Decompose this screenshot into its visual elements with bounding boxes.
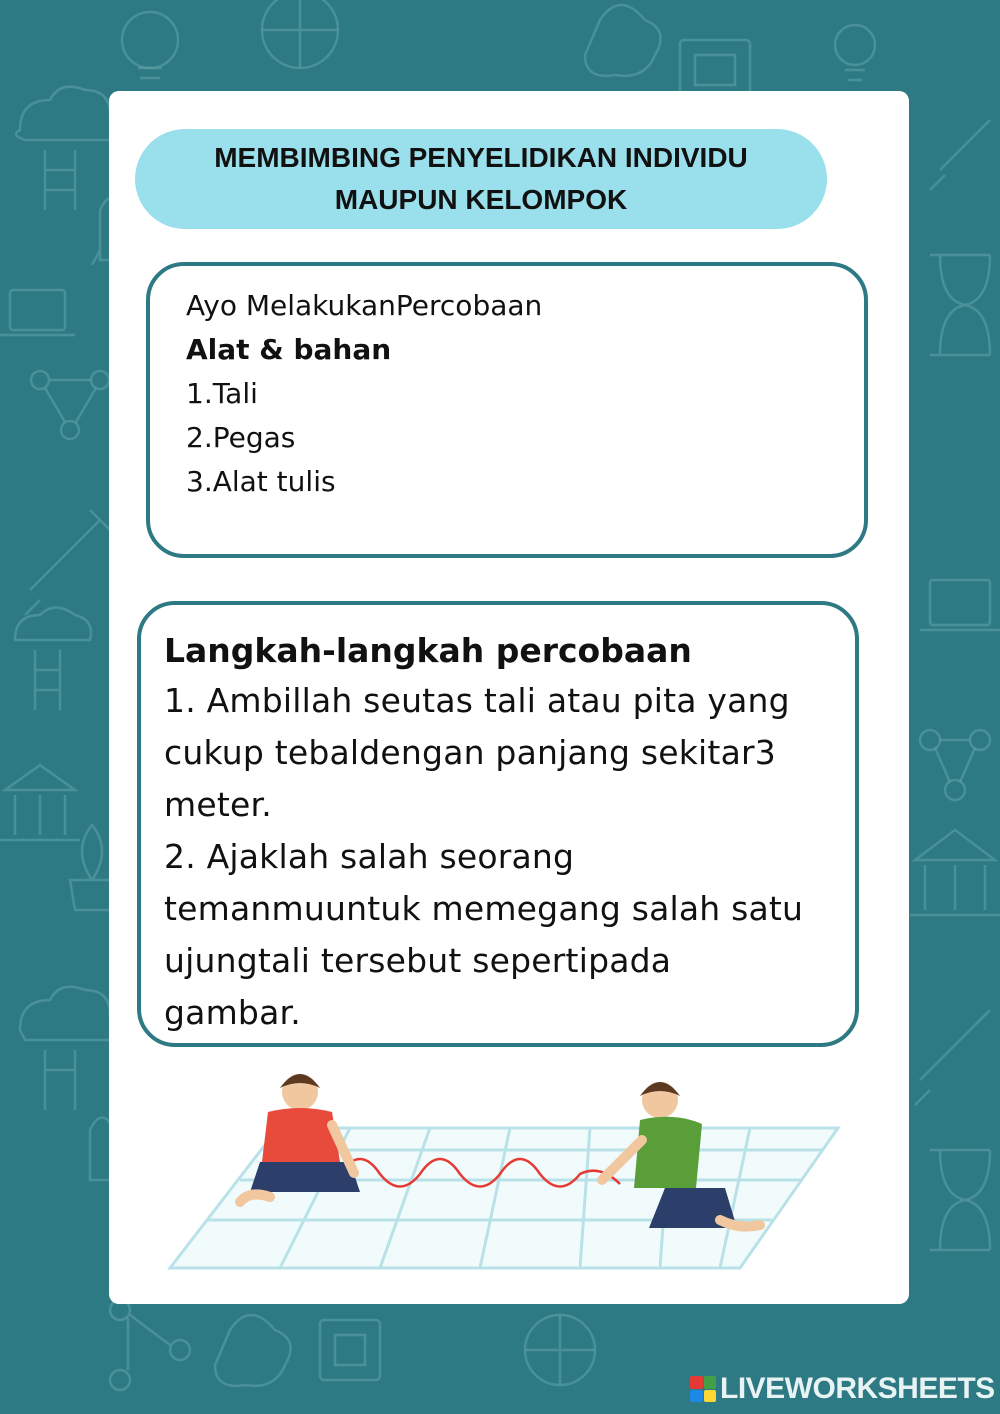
steps-heading: Langkah-langkah percobaan: [164, 631, 692, 670]
logo-tile: [704, 1390, 717, 1403]
pipette-icon: [930, 120, 990, 190]
logo-tile: [690, 1390, 703, 1403]
molecule-icon: [110, 1300, 190, 1390]
brain-icon: [585, 5, 661, 76]
pipette-icon: [25, 510, 110, 615]
materials-box: [146, 262, 868, 558]
logo-tile: [690, 1376, 703, 1389]
step-2-line: 2. Ajaklah salah seorang: [164, 837, 575, 876]
cloud-ladder-icon: [15, 608, 91, 711]
step-1-line: cukup tebaldengan panjang sekitar3: [164, 733, 776, 772]
materials-item: 1.Tali: [186, 377, 258, 410]
temple-icon: [0, 765, 80, 840]
title-line-1: MEMBIMBING PENYELIDIKAN INDIVIDU: [214, 142, 748, 173]
materials-intro: Ayo MelakukanPercobaan: [186, 289, 543, 322]
child-left: [240, 1074, 360, 1202]
hourglass-icon: [930, 1150, 990, 1250]
materials-item: 2.Pegas: [186, 421, 296, 454]
logo-tile: [704, 1376, 717, 1389]
gear-laptop-icon: [920, 580, 1000, 630]
puzzle-icon: [525, 1315, 595, 1385]
liveworksheets-logo-icon: [690, 1376, 716, 1402]
molecule-icon: [920, 730, 990, 800]
step-1-line: meter.: [164, 785, 272, 824]
step-2-line: gambar.: [164, 993, 301, 1032]
pipette-icon: [915, 1010, 990, 1105]
molecule-icon: [31, 371, 109, 439]
two-children-holding-rope-icon: [160, 1070, 850, 1275]
watermark: [690, 1372, 995, 1406]
materials-heading: Alat & bahan: [186, 333, 392, 366]
steps-box: [137, 601, 859, 1047]
step-1-line: 1. Ambillah seutas tali atau pita yang: [164, 681, 790, 720]
title-line-2: MAUPUN KELOMPOK: [334, 184, 628, 215]
temple-icon: [910, 830, 1000, 915]
watermark-text: LIVEWORKSHEETS: [720, 1372, 995, 1405]
page-title: [161, 137, 801, 221]
step-2-line: temanmuuntuk memegang salah satu: [164, 889, 804, 928]
materials-item: 3.Alat tulis: [186, 465, 336, 498]
title-banner: [135, 129, 827, 229]
step-2-line: ujungtali tersebut sepertipada: [164, 941, 672, 980]
gear-laptop-icon: [0, 290, 75, 335]
brain-icon: [215, 1315, 291, 1386]
bulb-icon: [835, 25, 875, 80]
puzzle-icon: [262, 0, 338, 68]
chip-icon: [320, 1320, 380, 1380]
hourglass-icon: [930, 255, 990, 355]
lightbulb-icon: [122, 12, 178, 78]
